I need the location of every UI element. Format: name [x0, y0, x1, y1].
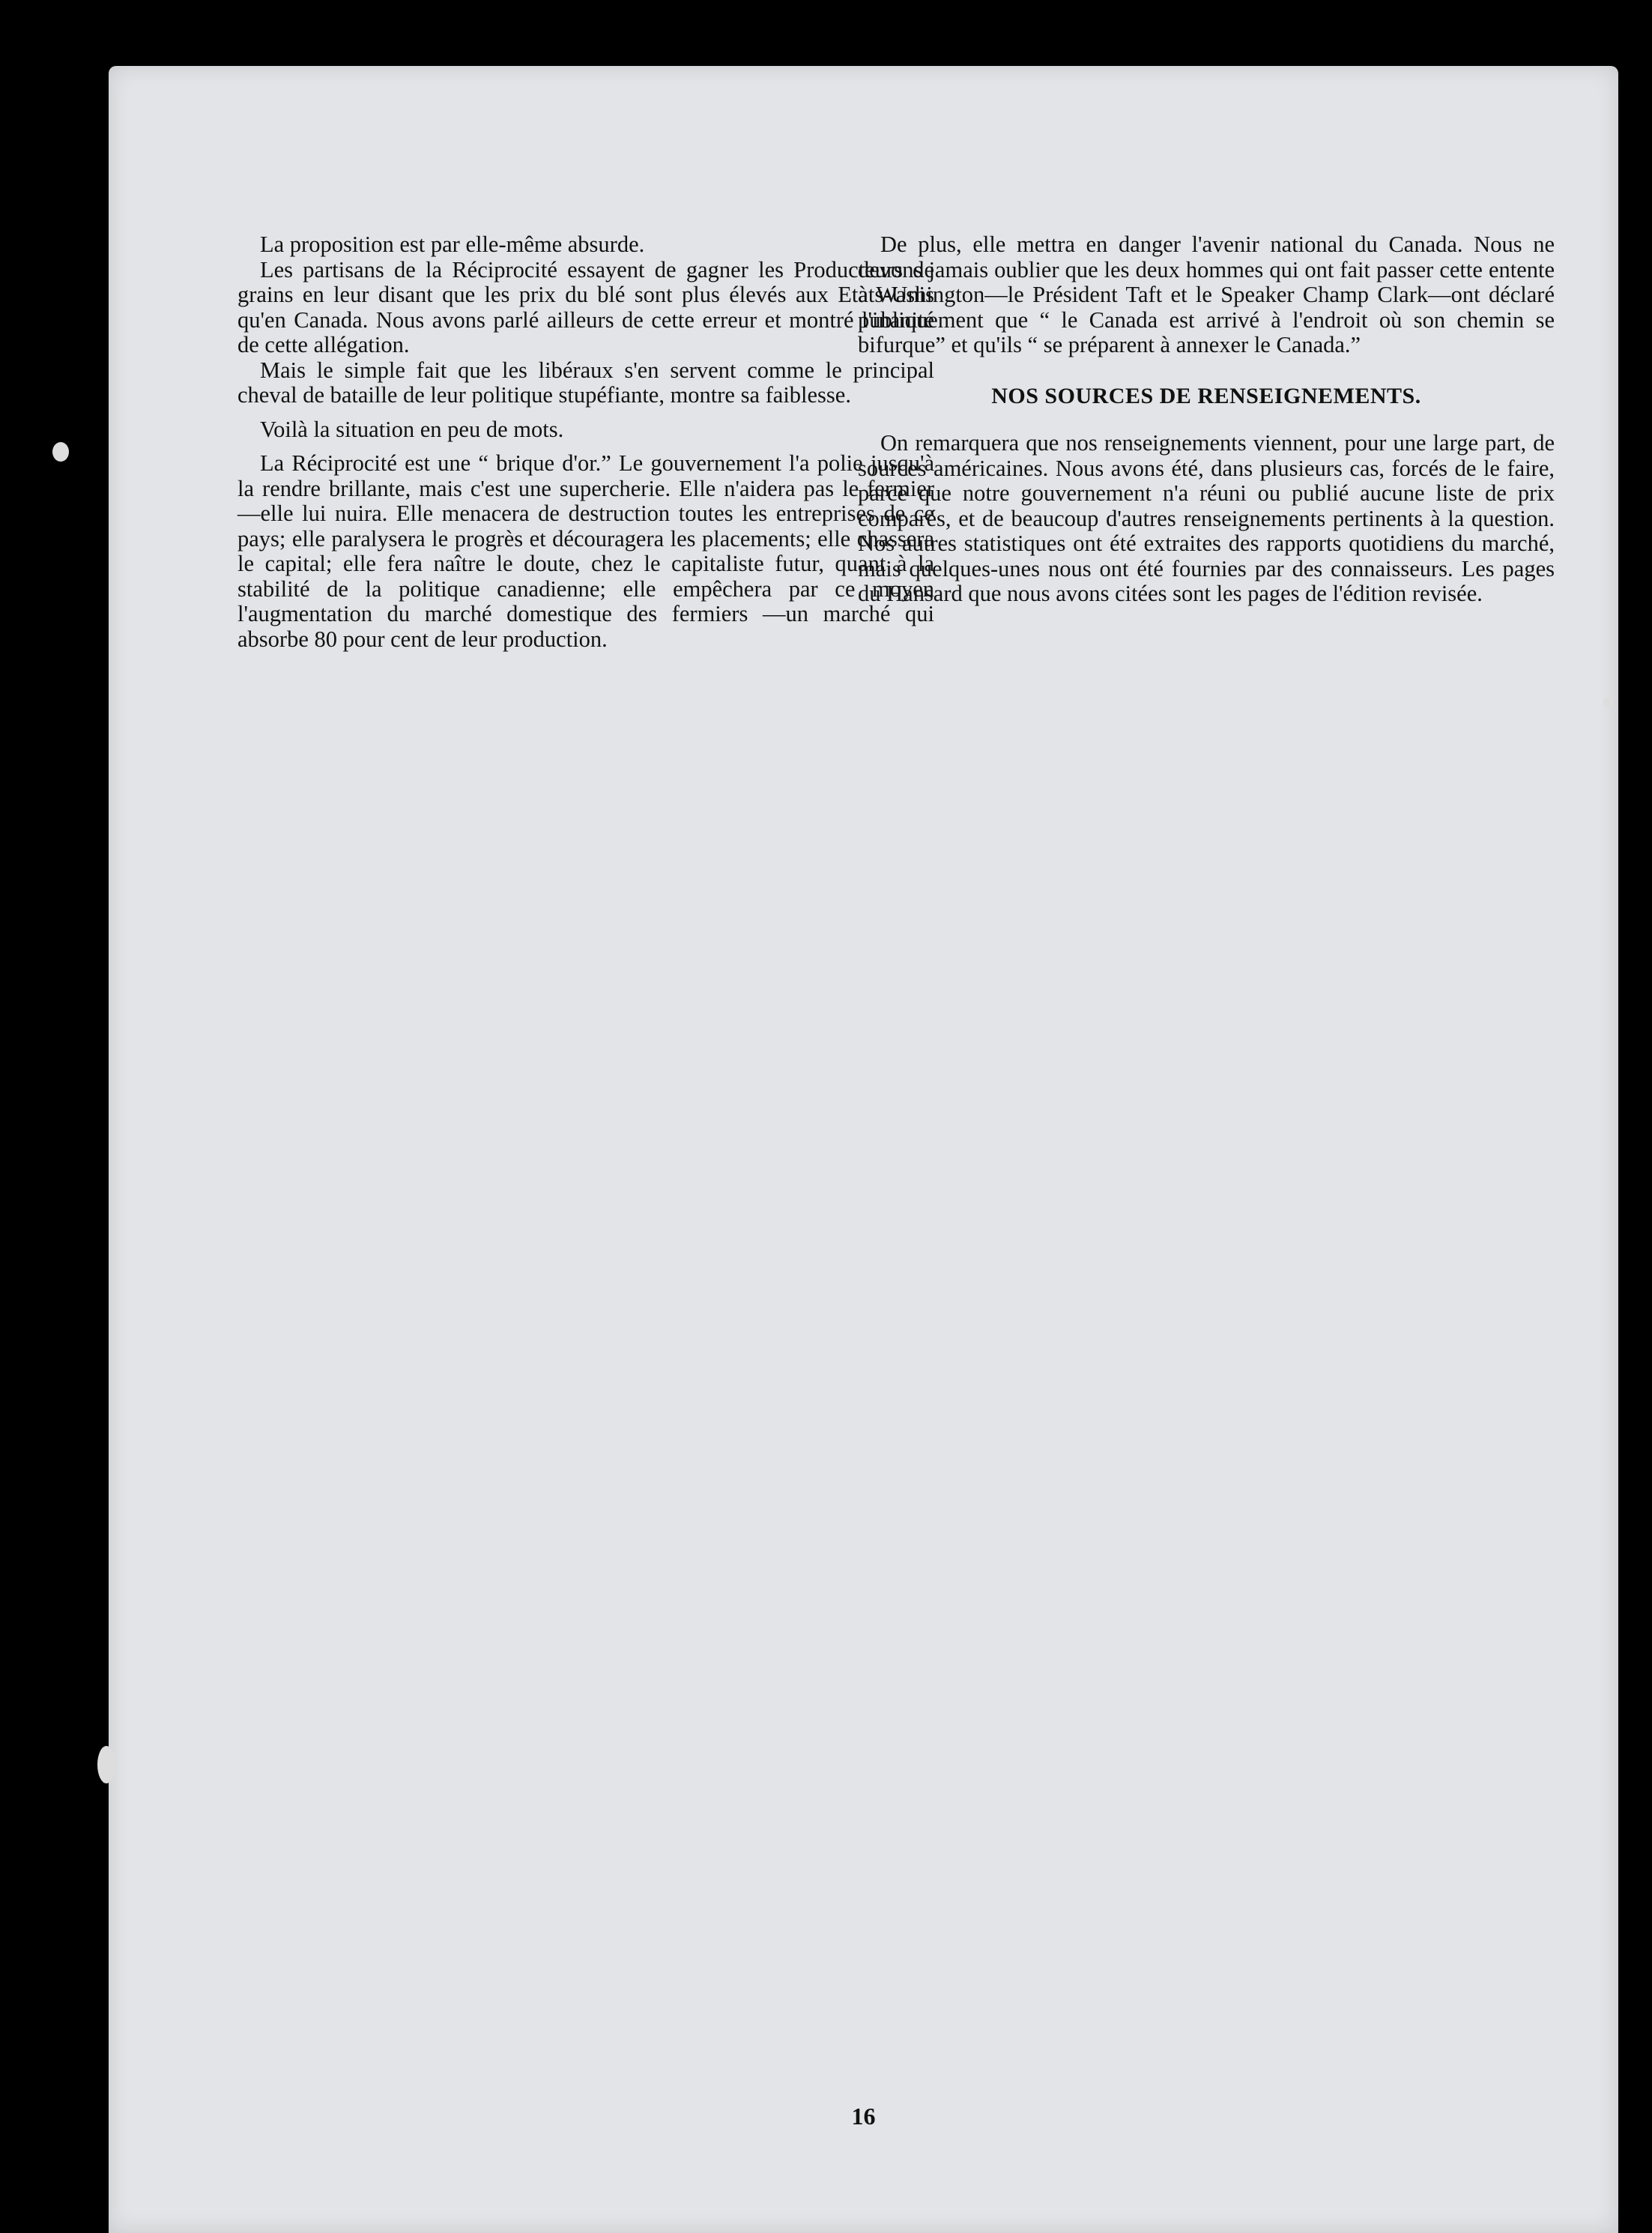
paragraph: La Réciprocité est une “ brique d'or.” Le gouvernement l'a polie jusqu'à la rendre brillante, mais c'est une supercherie. Elle n'aidera pas le fermier —elle lui nuira. Elle menacera de destruction toutes les entreprises de ce pays; elle paralysera le progrès et découragera les placements; elle chassera le capital; elle fera naître le doute, chez le capitaliste futur, quant à la stabilité de la politique canadienne; elle empêchera par ce moyen l'augmentation du marché domestique des fermiers —un marché qui absorbe 80 pour cent de leur production. — [237, 450, 934, 652]
paragraph: De plus, elle mettra en danger l'avenir national du Canada. Nous ne devons jamais oublier que les deux hommes qui ont fait passer cette entente à Washington—le Président Taft et le Speaker Champ Clark—ont déclaré publiquement que “ le Canada est arrivé à l'endroit où son chemin se bifurque” et qu'ils “ se préparent à annexer le Canada.” — [858, 232, 1555, 357]
paragraph: Les partisans de la Réciprocité essayent de gagner les Producteurs de grains en leur disant que les prix du blé sont plus élevés aux Etats-Unis qu'en Canada. Nous avons parlé ailleurs de cette erreur et montré l'inanité de cette allégation. — [237, 256, 934, 357]
paragraph: Mais le simple fait que les libéraux s'en servent comme le principal cheval de bataille de leur politique stupéfiante, montre sa faiblesse. — [237, 357, 934, 408]
document-page — [109, 66, 1618, 2233]
scan-speck — [52, 442, 69, 462]
paragraph: On remarquera que nos renseignements viennent, pour une large part, de sources américaines. Nous avons été, dans plusieurs cas, forcés de le faire, parce que notre gouvernement n'a réuni ou publié aucune liste de prix comparés, et de beaucoup d'autres renseignements pertinents à la question. Nos autres statistiques ont été extraites des rapports quotidiens du marché, mais quelques-unes nous ont été fournies par des connaisseurs. Les pages du Hansard que nous avons citées sont les pages de l'édition revisée. — [858, 430, 1555, 606]
left-column — [237, 232, 934, 661]
right-column — [858, 232, 1555, 616]
paragraph: Voilà la situation en peu de mots. — [260, 416, 564, 442]
page-number: 16 — [851, 2103, 876, 2130]
section-heading: NOS SOURCES DE RENSEIGNEMENTS. — [991, 383, 1421, 408]
scan-speck — [1603, 697, 1614, 707]
scan-speck — [97, 1746, 115, 1783]
paragraph: La proposition est par elle-même absurde. — [260, 232, 645, 257]
